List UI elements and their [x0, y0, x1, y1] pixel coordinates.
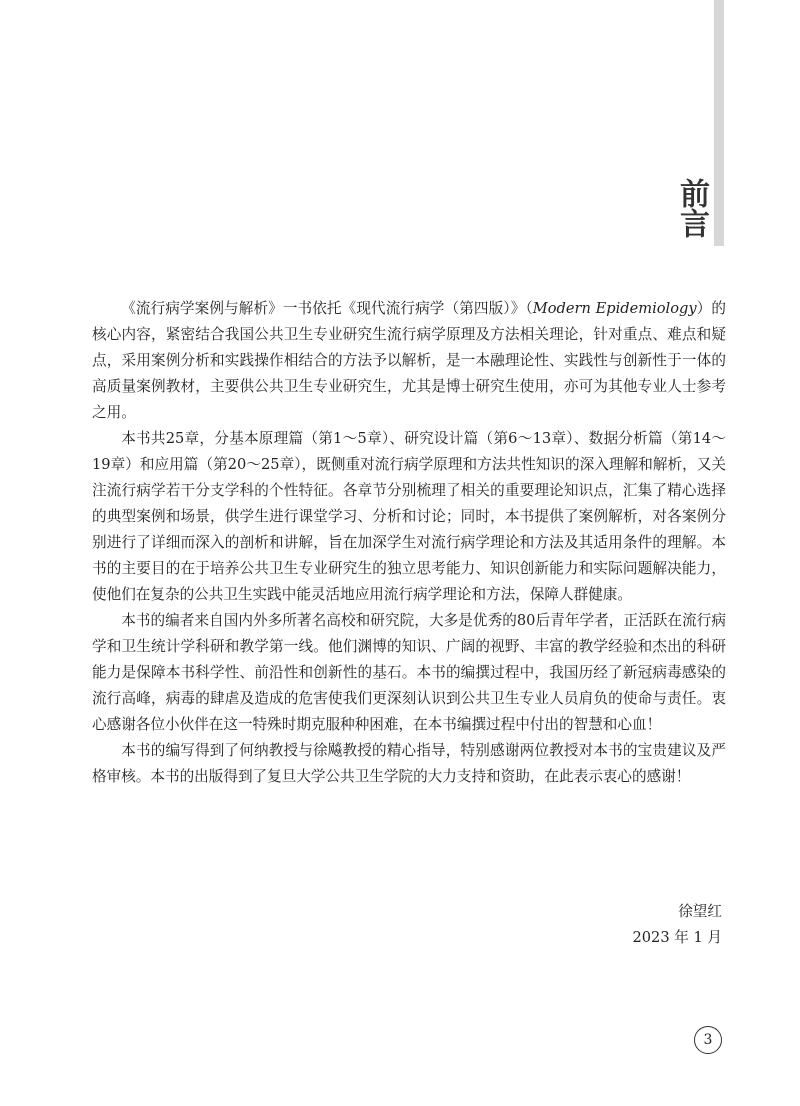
paragraph-1-after: ）的核心内容，紧密结合我国公共卫生专业研究生流行病学原理及方法相关理论，针对重点、难点和疑点，采用案例分析和实践操作相结合的方法予以解析，是一本融理论性、实践性与创新性于一体的高质量案例教材，主要供公共卫生专业研究生，尤其是博士研究生使用，亦可为其他专业人士参考之用。 — [92, 300, 727, 421]
signature-date: 2023 年 1 月 — [632, 929, 722, 946]
page-title: 前言 — [674, 178, 709, 238]
body-text — [92, 296, 726, 790]
paragraph-2: 本书共25章，分基本原理篇（第1～5章）、研究设计篇（第6～13章）、数据分析篇（第14～19章）和应用篇（第20～25章），既侧重对流行病学原理和方法共性知识的深入理解和解析，又关注流行病学若干分支学科的个性特征。各章节分别梳理了相关的重要理论知识点，汇集了精心选择的典型案例和场景，供学生进行课堂学习、分析和讨论；同时，本书提供了案例解析，对各案例分别进行了详细而深入的剖析和讲解，旨在加深学生对流行病学理论和方法及其适用条件的理解。本书的主要目的在于培养公共卫生专业研究生的独立思考能力、知识创新能力和实际问题解决能力，使他们在复杂的公共卫生实践中能灵活地应用流行病学理论和方法，保障人群健康。 — [92, 430, 726, 603]
paragraph-1-before: 《流行病学案例与解析》一书依托《现代流行病学（第四版）》（ — [121, 300, 533, 317]
paragraph-3: 本书的编者来自国内外多所著名高校和研究院，大多是优秀的80后青年学者，正活跃在流行病学和卫生统计学科研和教学第一线。他们渊博的知识、广阔的视野、丰富的教学经验和杰出的科研能力是保障本书科学性、前沿性和创新性的基石。本书的编撰过程中，我国历经了新冠病毒感染的流行高峰，病毒的肆虐及造成的危害使我们更深刻认识到公共卫生专业人员肩负的使命与责任。衷心感谢各位小伙伴在这一特殊时期克服种种困难，在本书编撰过程中付出的智慧和心血！ — [92, 612, 726, 733]
paragraph-1 — [92, 296, 726, 426]
signature — [632, 899, 722, 951]
paragraph-4: 本书的编写得到了何纳教授与徐飚教授的精心指导，特别感谢两位教授对本书的宝贵建议及严格审核。本书的出版得到了复旦大学公共卫生学院的大力支持和资助，在此表示衷心的感谢！ — [92, 742, 726, 785]
side-bar-decoration — [714, 0, 724, 246]
page-number: 3 — [694, 1026, 722, 1054]
paragraph-1-italic: Modern Epidemiology — [532, 300, 697, 317]
signature-author: 徐望红 — [678, 903, 722, 920]
